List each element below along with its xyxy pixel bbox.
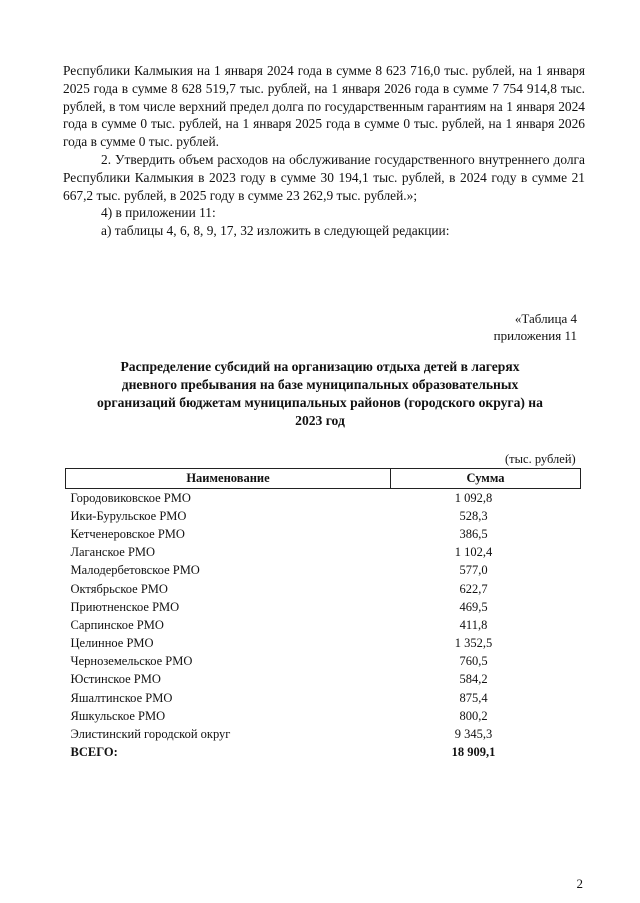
table-row xyxy=(66,580,581,598)
table-row xyxy=(66,725,581,743)
total-value: 18 909,1 xyxy=(451,745,496,760)
header-sum: Сумма xyxy=(391,469,581,489)
table-reference xyxy=(494,310,577,344)
row-name: Целинное РМО xyxy=(70,636,154,651)
total-label: ВСЕГО: xyxy=(70,745,118,760)
row-value: 875,4 xyxy=(459,690,488,705)
units-label: (тыс. рублей) xyxy=(505,452,576,466)
table-row xyxy=(66,671,581,689)
table-total-row xyxy=(66,744,581,762)
header-name: Наименование xyxy=(66,469,391,489)
table-row xyxy=(66,635,581,653)
row-name: Сарпинское РМО xyxy=(70,617,164,632)
row-name: Малодербетовское РМО xyxy=(70,563,200,578)
table-row xyxy=(66,525,581,543)
row-name: Городовиковское РМО xyxy=(70,490,191,505)
table-title-line: организаций бюджетам муниципальных районов (городского округа) на xyxy=(97,395,543,410)
row-name: Приютненское РМО xyxy=(70,599,180,614)
table-row xyxy=(66,707,581,725)
row-value: 386,5 xyxy=(459,526,488,541)
table-row xyxy=(66,489,581,508)
subsidy-table xyxy=(65,468,581,762)
table-reference-line: приложения 11 xyxy=(493,328,577,343)
row-name: Черноземельское РМО xyxy=(70,654,193,669)
table-row xyxy=(66,544,581,562)
row-value: 622,7 xyxy=(459,581,488,596)
row-value: 411,8 xyxy=(459,617,488,632)
row-name: Элистинский городской округ xyxy=(70,727,231,742)
row-value: 584,2 xyxy=(459,672,488,687)
paragraph-tables: а) таблицы 4, 6, 8, 9, 17, 32 изложить в следующей редакции: xyxy=(101,223,450,239)
table-row xyxy=(66,689,581,707)
paragraph-appendix: 4) в приложении 11: xyxy=(101,205,216,221)
row-value: 1 092,8 xyxy=(454,490,493,505)
table-row xyxy=(66,653,581,671)
table-row xyxy=(66,598,581,616)
table-title-line: дневного пребывания на базе муниципальных образовательных xyxy=(121,377,519,392)
paragraph-debt-service: 2. Утвердить объем расходов на обслуживание государственного внутреннего долга Республики Калмыкия в 2023 году в сумме 30 194,1 тыс. рублей, в 2024 году в сумме 21 667,2 тыс. рублей, в 2025 году в сумме 23 262,9 тыс. рублей.»; xyxy=(63,151,585,203)
row-name: Лаганское РМО xyxy=(70,545,156,560)
row-value: 760,5 xyxy=(459,654,488,669)
row-name: Яшалтинское РМО xyxy=(70,690,173,705)
table-reference-line: «Таблица 4 xyxy=(514,311,577,326)
table-title-line: Распределение субсидий на организацию отдыха детей в лагерях xyxy=(120,359,520,374)
row-value: 1 102,4 xyxy=(454,545,493,560)
row-value: 1 352,5 xyxy=(454,636,493,651)
body-text xyxy=(63,62,585,240)
row-name: Кетченеровское РМО xyxy=(70,526,185,541)
row-name: Октябрьское РМО xyxy=(70,581,168,596)
table-header-row xyxy=(66,469,581,489)
table-title-line: 2023 год xyxy=(295,413,345,428)
table-title xyxy=(70,358,570,430)
row-name: Ики-Бурульское РМО xyxy=(70,508,187,523)
row-value: 800,2 xyxy=(459,708,488,723)
row-name: Юстинское РМО xyxy=(70,672,161,687)
table-row xyxy=(66,562,581,580)
row-value: 528,3 xyxy=(459,508,488,523)
row-value: 469,5 xyxy=(459,599,488,614)
table-row xyxy=(66,507,581,525)
row-name: Яшкульское РМО xyxy=(70,708,166,723)
paragraph-debt-limit: Республики Калмыкия на 1 января 2024 года в сумме 8 623 716,0 тыс. рублей, на 1 января 2025 года в сумме 8 628 519,7 тыс. рублей, на 1 января 2026 года в сумме 7 754 914,8 тыс. рублей, в том числе верхний предел долга по государственным гарантиям на 1 января 2024 года в сумме 0 тыс. рублей, на 1 января 2025 года в сумме 0 тыс. рублей, на 1 января 2026 года в сумме 0 тыс. рублей. xyxy=(63,63,585,150)
page-number: 2 xyxy=(576,876,583,891)
row-value: 577,0 xyxy=(459,563,488,578)
row-value: 9 345,3 xyxy=(454,727,493,742)
table-row xyxy=(66,616,581,634)
